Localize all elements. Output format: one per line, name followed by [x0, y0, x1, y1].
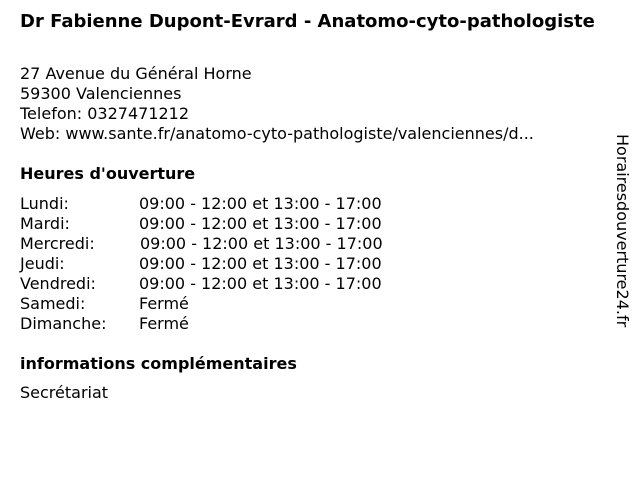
web-line [20, 124, 534, 144]
day-label: Lundi: [20, 194, 69, 213]
web-link[interactable]: www.sante.fr/anatomo-cyto-pathologiste/valenciennes/d... [65, 124, 534, 143]
day-hours: Fermé [139, 294, 189, 313]
contact-block [20, 64, 534, 144]
phone-number[interactable]: 0327471212 [87, 104, 190, 123]
day-hours: 09:00 - 12:00 et 13:00 - 17:00 [139, 194, 382, 213]
street-address: 27 Avenue du Général Horne [20, 64, 252, 83]
day-hours: Fermé [139, 314, 189, 333]
day-label: Jeudi: [20, 254, 65, 273]
phone-label: Telefon: [20, 104, 83, 123]
info-text: Secrétariat [20, 383, 109, 402]
day-label: Dimanche: [20, 314, 107, 333]
day-label: Mercredi: [20, 234, 95, 253]
day-label: Samedi: [20, 294, 86, 313]
site-watermark [612, 134, 632, 344]
city-address: 59300 Valenciennes [20, 84, 182, 103]
day-label: Vendredi: [20, 274, 96, 293]
phone-line [20, 104, 534, 124]
day-hours: 09:00 - 12:00 et 13:00 - 17:00 [139, 214, 382, 233]
hours-heading: Heures d'ouverture [20, 164, 196, 183]
day-hours: 09:00 - 12:00 et 13:00 - 17:00 [139, 254, 382, 273]
day-hours: 09:00 - 12:00 et 13:00 - 17:00 [140, 234, 383, 253]
site-name: Horairesdouverture24.fr [613, 134, 632, 328]
day-hours: 09:00 - 12:00 et 13:00 - 17:00 [139, 274, 382, 293]
day-label: Mardi: [20, 214, 70, 233]
web-label: Web: [20, 124, 61, 143]
page-title: Dr Fabienne Dupont-Evrard - Anatomo-cyto-pathologiste [20, 11, 595, 32]
info-heading: informations complémentaires [20, 354, 297, 373]
